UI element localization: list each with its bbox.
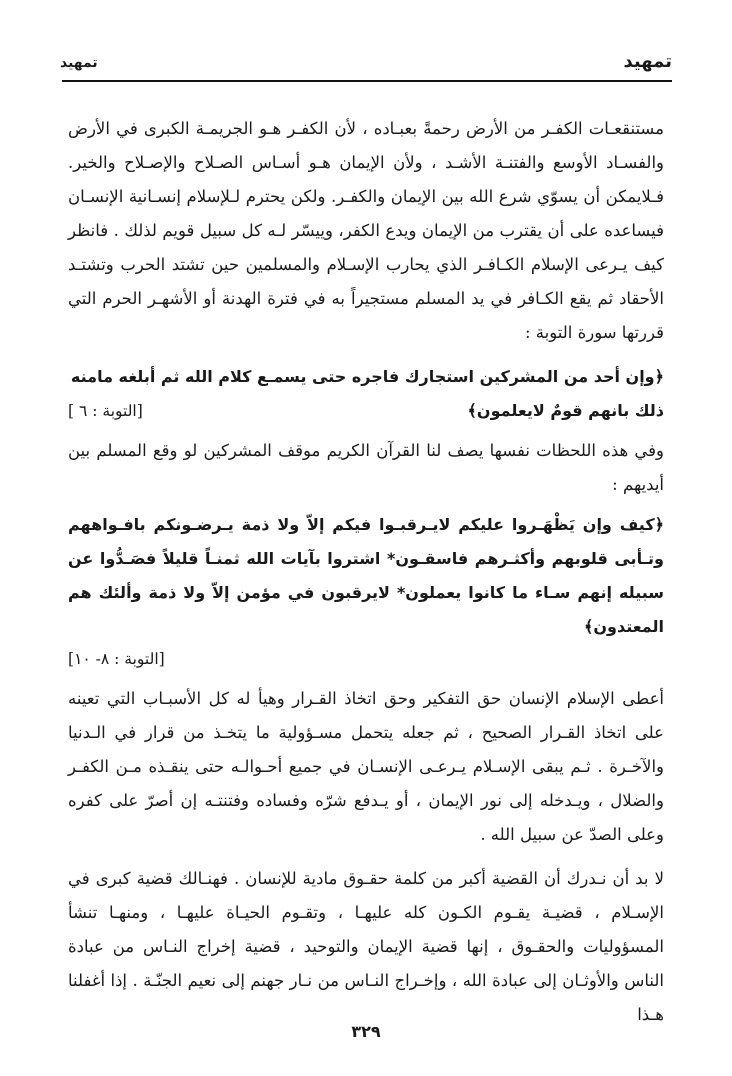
page-number: ٣٢٩ bbox=[351, 1022, 381, 1041]
chapter-title: تمهيد bbox=[623, 51, 672, 72]
verse-reference: [التوبة : ٦ ] bbox=[68, 402, 143, 420]
page-body bbox=[68, 112, 664, 1032]
quran-verse: ذلك بانهم قومٌ لايعلمون﴾ bbox=[467, 401, 664, 420]
quran-verse: ﴿كيف وإن يَظْهَـروا عليكم لايـرقبـوا فيكم إلاّ ولا ذمة يـرضـونكم بافـواههم وتـأبى قلوبهم وأكثـرهم فاسقـون* اشتروا بآيات الله ثمنـاً قليلاً فصَـدُّوا عن سبيله إنهم سـاء ما كانوا يعملون* لايرقبون في مؤمن إلاّ ولا ذمة وألئك هم المعتدون﴾ bbox=[68, 515, 664, 636]
header-rule bbox=[62, 80, 672, 82]
paragraph: أعطى الإسلام الإنسان حق التفكير وحق اتخاذ القـرار وهيأ له كل الأسبـاب التي تعينه على اتخاذ القـرار الصحيح ، ثم جعله يتحمل مسـؤولية ما يتخـذ من قرار في الـدنيا والآخـرة . ثـم يبقى الإسـلام يـرعـى الإنسـان في جميع أحـوالـه حتى ينقـذه مـن الكفـر والضلال ، ويـدخله إلى نور الإيمان ، أو يـدفع شرّه وفساده وفتنتـه إن أصرّ على كفره وعلى الصدّ عن سبيل الله . bbox=[68, 689, 665, 844]
quran-verse: ﴿وإن أحد من المشركين استجارك فاجره حتى يسمـع كلام الله ثم أبلغه مامنه bbox=[70, 367, 664, 386]
verse-reference: [التوبة : ٨- ١٠] bbox=[68, 650, 165, 668]
quran-verse-end-row bbox=[68, 394, 664, 428]
paragraph: وفي هذه اللحظات نفسها يصف لنا القرآن الكريم موقف المشركين لو وقع المسلم بين أيديهم : bbox=[68, 441, 664, 494]
paragraph: مستنقعـات الكفـر من الأرض رحمةً بعبـاده ، لأن الكفـر هـو الجريمـة الكبرى في الأرض والفسـاد الأوسع والفتنـة الأشـد ، ولأن الإيمان هـو أسـاس الصـلاح والإصـلاح والخير. فـلايمكن أن يسوّي شرع الله بين الإيمان والكفـر. ولكن يحترم لـلإسلام إنسـانية الإنسـان فيساعده على أن يقترب من الإيمان ويدع الكفر، وييسّر لـه كل سبيل قويم لذلك . فانظر كيف يـرعى الإسلام الكـافـر الذي يحارب الإسـلام والمسلمين حين تشتد الحرب وتشتـد الأحقاد ثم يقع الكـافر في يد المسلم مستجيراً به في فترة الهدنة أو الأشهـر الحرم التي قررتها سورة التوبة : bbox=[68, 119, 664, 342]
paragraph: لا بد أن نـدرك أن القضية أكبر من كلمة حقـوق مادية للإنسان . فهنـالك قضية كبرى في الإسـلام ، قضيـة يقـوم الكـون كله عليهـا ، وتقـوم الحيـاة عليهـا ، ومنهـا تنشأ المسؤوليات والحقـوق ، إنها قضية الإيمان والتوحيد ، قضية إخراج النـاس من عبادة الناس والأوثـان إلى عبادة الله ، وإخـراج النـاس من نـار جهنم إلى نعيم الجنّـة . إذا أغفلنا هـذا bbox=[68, 869, 664, 1024]
running-header bbox=[60, 50, 672, 78]
verse-reference-row bbox=[68, 644, 664, 674]
running-header-title: تمهيد bbox=[60, 55, 98, 71]
